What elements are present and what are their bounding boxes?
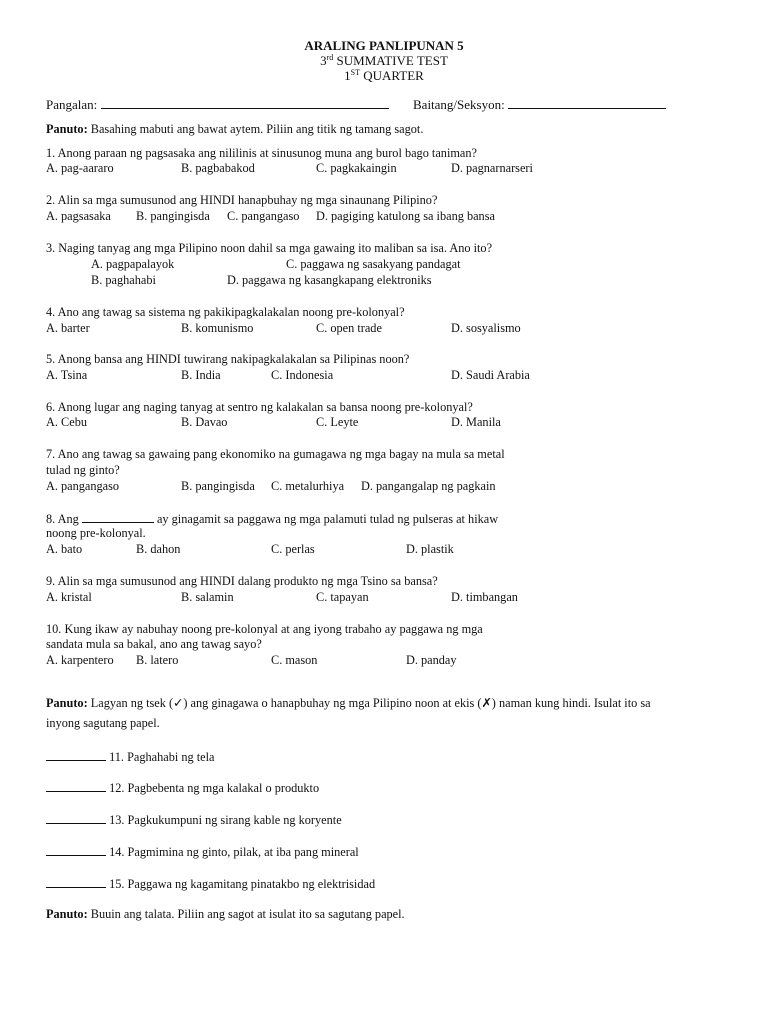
choice: C. Leyte xyxy=(316,415,359,429)
section-label: Baitang/Seksyon: xyxy=(413,97,505,112)
test-subtitle: 3rd SUMMATIVE TEST xyxy=(320,53,448,68)
choice: C. open trade xyxy=(316,321,382,335)
choice: B. dahon xyxy=(136,542,181,556)
answer-blank[interactable] xyxy=(46,876,106,888)
question-10-cont: sandata mula sa bakal, ano ang tawag sayo? xyxy=(46,637,262,651)
list-item: 13. Pagkukumpuni ng sirang kable ng koryente xyxy=(46,812,342,828)
section-blank[interactable] xyxy=(508,97,666,109)
choice: B. salamin xyxy=(181,590,234,604)
choice: B. Davao xyxy=(181,415,228,429)
question-3: 3. Naging tanyag ang mga Pilipino noon dahil sa mga gawaing ito maliban sa isa. Ano ito? xyxy=(46,241,493,255)
choice: A. pag-aararo xyxy=(46,161,114,175)
question-9: 9. Alin sa mga sumusunod ang HINDI dalang produkto ng mga Tsino sa bansa? xyxy=(46,574,438,588)
question-7: 7. Ano ang tawag sa gawaing pang ekonomiko na gumagawa ng mga bagay na mula sa metal xyxy=(46,447,505,461)
choice: D. Saudi Arabia xyxy=(451,368,530,382)
question-7-cont: tulad ng ginto? xyxy=(46,463,120,477)
choice: A. Cebu xyxy=(46,415,87,429)
answer-blank[interactable] xyxy=(82,511,154,523)
choice: B. pangingisda xyxy=(181,479,255,493)
question-10: 10. Kung ikaw ay nabuhay noong pre-kolonyal at ang iyong trabaho ay paggawa ng mga xyxy=(46,622,483,636)
choice: D. sosyalismo xyxy=(451,321,521,335)
choice: D. plastik xyxy=(406,542,454,556)
instructions-part1: Panuto: Basahing mabuti ang bawat aytem. Piliin ang titik ng tamang sagot. xyxy=(46,122,424,136)
choice: D. pangangalap ng pagkain xyxy=(361,479,496,493)
choice: D. pagiging katulong sa ibang bansa xyxy=(316,209,495,223)
choice: C. metalurhiya xyxy=(271,479,345,493)
choice: C. pagkakaingin xyxy=(316,161,397,175)
question-8-cont: noong pre-kolonyal. xyxy=(46,526,146,540)
answer-blank[interactable] xyxy=(46,749,106,761)
name-label: Pangalan: xyxy=(46,97,98,112)
choice: A. pangangaso xyxy=(46,479,120,493)
question-1: 1. Anong paraan ng pagsasaka ang nililinis at sinusunog muna ang burol bago taniman? xyxy=(46,146,477,160)
instructions-part3: Panuto: Buuin ang talata. Piliin ang sagot at isulat ito sa sagutang papel. xyxy=(46,907,405,921)
choice: A. pagsasaka xyxy=(46,209,111,223)
choice: D. pagnarnarseri xyxy=(451,161,533,175)
choice: A. pagpapalayok xyxy=(91,257,175,271)
exam-title: ARALING PANLIPUNAN 5 xyxy=(304,38,464,53)
choice: A. karpentero xyxy=(46,653,114,667)
list-item: 14. Pagmimina ng ginto, pilak, at iba pang mineral xyxy=(46,844,359,860)
choice: B. India xyxy=(181,368,221,382)
list-item: 12. Pagbebenta ng mga kalakal o produkto xyxy=(46,780,319,796)
choice: B. paghahabi xyxy=(91,273,156,287)
choice: C. mason xyxy=(271,653,318,667)
choice: D. panday xyxy=(406,653,457,667)
choice: A. bato xyxy=(46,542,83,556)
list-item: 15. Paggawa ng kagamitang pinatakbo ng elektrisidad xyxy=(46,876,375,892)
instructions-part2-cont: inyong sagutang papel. xyxy=(46,716,160,730)
answer-blank[interactable] xyxy=(46,780,106,792)
section-field[interactable] xyxy=(413,97,666,112)
question-2: 2. Alin sa mga sumusunod ang HINDI hanapbuhay ng mga sinaunang Pilipino? xyxy=(46,193,438,207)
list-item: 11. Paghahabi ng tela xyxy=(46,749,214,765)
choice: B. pangingisda xyxy=(136,209,210,223)
choice: D. timbangan xyxy=(451,590,518,604)
instructions-part2: Panuto: Lagyan ng tsek (✓) ang ginagawa o hanapbuhay ng mga Pilipino noon at ekis (✗) naman kung hindi. Isulat ito sa xyxy=(46,696,651,710)
choice: C. pangangaso xyxy=(227,209,300,223)
choice: C. perlas xyxy=(271,542,315,556)
name-blank[interactable] xyxy=(101,97,389,109)
name-field[interactable] xyxy=(46,97,389,112)
answer-blank[interactable] xyxy=(46,812,106,824)
choice: B. pagbabakod xyxy=(181,161,255,175)
choice: B. latero xyxy=(136,653,179,667)
choice: D. paggawa ng kasangkapang elektroniks xyxy=(227,273,432,287)
question-5: 5. Anong bansa ang HINDI tuwirang nakipagkalakalan sa Pilipinas noon? xyxy=(46,352,410,366)
choice: C. tapayan xyxy=(316,590,369,604)
question-6: 6. Anong lugar ang naging tanyag at sentro ng kalakalan sa bansa noong pre-kolonyal? xyxy=(46,400,473,414)
choice: B. komunismo xyxy=(181,321,254,335)
question-8: 8. Ang ay ginagamit sa paggawa ng mga palamuti tulad ng pulseras at hikaw xyxy=(46,512,499,526)
answer-blank[interactable] xyxy=(46,844,106,856)
choice: A. barter xyxy=(46,321,90,335)
choice: C. Indonesia xyxy=(271,368,334,382)
choice: D. Manila xyxy=(451,415,501,429)
choice: A. kristal xyxy=(46,590,92,604)
choice: C. paggawa ng sasakyang pandagat xyxy=(286,257,461,271)
choice: A. Tsina xyxy=(46,368,88,382)
question-4: 4. Ano ang tawag sa sistema ng pakikipagkalakalan noong pre-kolonyal? xyxy=(46,305,405,319)
quarter-subtitle: 1ST QUARTER xyxy=(344,68,424,83)
